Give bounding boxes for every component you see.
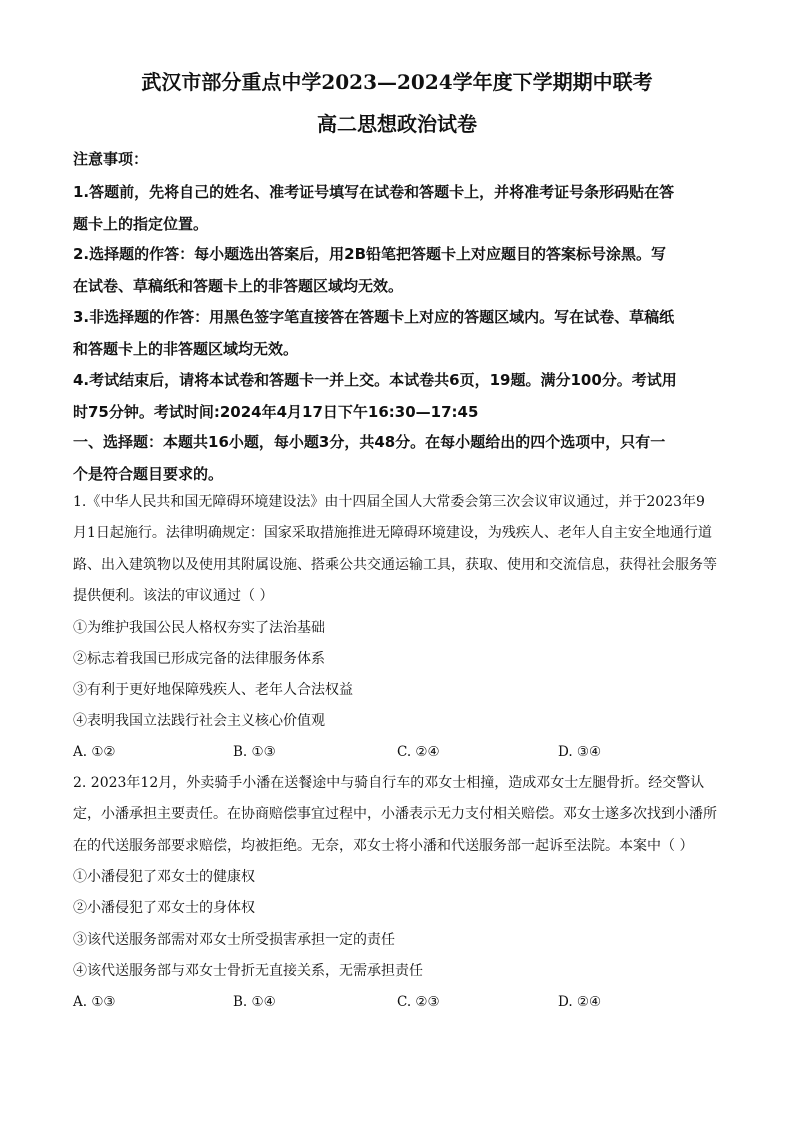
section-heading: 一、选择题：本题共16小题，每小题3分，共48分。在每小题给出的四个选项中，只有一 个是符合题目要求的。 bbox=[73, 433, 666, 483]
question-2-choices bbox=[73, 992, 733, 1012]
question-1-option-1: ①为维护我国公民人格权夯实了法治基础 bbox=[73, 620, 325, 636]
notice-item-3: 3.非选择题的作答：用黑色签字笔直接答在答题卡上对应的答题区域内。写在试卷、草稿纸 和答题卡上的非答题区域均无效。 bbox=[73, 308, 675, 358]
question-2-option-3: ③该代送服务部需对邓女士所受损害承担一定的责任 bbox=[73, 932, 395, 948]
exam-subtitle: 高二思想政治试卷 bbox=[317, 112, 477, 136]
question-2-option-2: ②小潘侵犯了邓女士的身体权 bbox=[73, 900, 255, 916]
question-1-choices bbox=[73, 742, 733, 762]
notice-item-4: 4.考试结束后，请将本试卷和答题卡一并上交。本试卷共6页，19题。满分100分。考试用 时75分钟。考试时间:2024年4月17日下午16:30—17:45 bbox=[73, 371, 677, 421]
question-2-choice-a: A. ①③ bbox=[73, 994, 116, 1010]
notice-heading: 注意事项： bbox=[73, 150, 149, 168]
question-1-choice-c: C. ②④ bbox=[397, 744, 440, 760]
question-2-option-1: ①小潘侵犯了邓女士的健康权 bbox=[73, 869, 255, 885]
question-2-stem: 2. 2023年12月，外卖骑手小潘在送餐途中与骑自行车的邓女士相撞，造成邓女士左腿骨折。经交警认 定，小潘承担主要责任。在协商赔偿事宜过程中，小潘表示无力支付相关赔偿。邓女士遂多次找到小潘所 在的代送服务部要求赔偿，均被拒绝。无奈，邓女士将小潘和代送服务部一起诉至法院。本案中（ ） bbox=[73, 775, 717, 854]
question-1-choice-b: B. ①③ bbox=[233, 744, 276, 760]
question-1-option-3: ③有利于更好地保障残疾人、老年人合法权益 bbox=[73, 682, 353, 698]
question-2-choice-d: D. ②④ bbox=[558, 994, 602, 1010]
question-2-choice-b: B. ①④ bbox=[233, 994, 276, 1010]
notice-item-2: 2.选择题的作答：每小题选出答案后，用2B铅笔把答题卡上对应题目的答案标号涂黑。写 在试卷、草稿纸和答题卡上的非答题区域均无效。 bbox=[73, 245, 667, 295]
question-1-option-2: ②标志着我国已形成完备的法律服务体系 bbox=[73, 651, 325, 667]
question-1-choice-a: A. ①② bbox=[73, 744, 116, 760]
question-1-option-4: ④表明我国立法践行社会主义核心价值观 bbox=[73, 713, 325, 729]
question-2-option-4: ④该代送服务部与邓女士骨折无直接关系，无需承担责任 bbox=[73, 963, 423, 979]
question-1-stem: 1.《中华人民共和国无障碍环境建设法》由十四届全国人大常委会第三次会议审议通过，并于2023年9 月1日起施行。法律明确规定：国家采取措施推进无障碍环境建设，为残疾人、老年人自主安全地通行道 路、出入建筑物以及使用其附属设施、搭乘公共交通运输工具，获取、使用和交流信息，获得社会服务等 提供便利。该法的审议通过（ ） bbox=[73, 494, 717, 605]
exam-title: 武汉市部分重点中学2023—2024学年度下学期期中联考 bbox=[141, 70, 653, 94]
notice-item-1: 1.答题前，先将自己的姓名、准考证号填写在试卷和答题卡上，并将准考证号条形码贴在答 题卡上的指定位置。 bbox=[73, 183, 675, 233]
question-2-choice-c: C. ②③ bbox=[397, 994, 440, 1010]
question-1-choice-d: D. ③④ bbox=[558, 744, 602, 760]
